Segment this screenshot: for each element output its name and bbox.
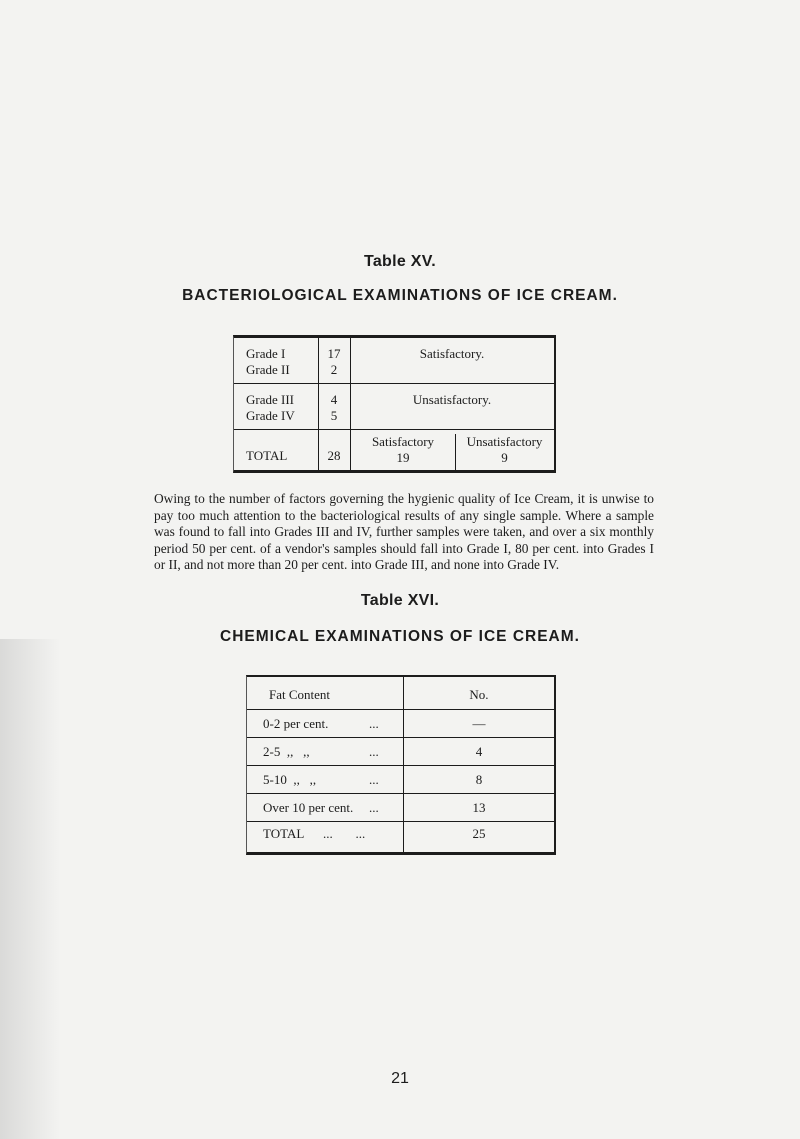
explanatory-paragraph: Owing to the number of factors governing the hygienic quality of Ice Cream, it is unwise to pay too much attention to the bacteriological results of any single sample. Where a sample was found to fall into Grades III and IV, further samples were taken, and over a six monthly period 50 per cent. of a vendor's samples should fall into Grade I, 80 per cent. into Grades I or II, and not more than 20 per cent. into Grade III, and none into Grade IV. xyxy=(154,491,654,572)
table-row xyxy=(247,766,554,794)
total-row xyxy=(247,822,554,853)
chemical-table xyxy=(246,675,556,855)
total-count: 28 xyxy=(327,448,341,463)
table-header-row xyxy=(247,677,554,710)
satisfactory-value: 19 xyxy=(396,450,410,465)
table-row xyxy=(247,710,554,738)
column-divider xyxy=(350,430,351,470)
table-16-title: Table XVI. xyxy=(360,592,440,609)
table-row xyxy=(234,384,554,430)
leader-dots: ... ... xyxy=(323,826,366,841)
leader-dots: ... xyxy=(369,772,379,787)
table-15-title: Table XV. xyxy=(363,253,437,270)
sample-count: 8 xyxy=(475,772,483,787)
column-divider xyxy=(455,434,456,471)
fat-range: 5-10 ,, ,, xyxy=(263,772,317,787)
bacteriological-table xyxy=(233,335,556,473)
table-row xyxy=(234,338,554,384)
grade-count: 2 xyxy=(330,362,338,377)
total-label: TOTAL xyxy=(246,448,288,463)
grade-count: 17 xyxy=(327,346,341,361)
page-edge-shadow xyxy=(0,639,60,1139)
leader-dots: ... xyxy=(369,716,379,731)
leader-dots: ... xyxy=(369,800,379,815)
table-row xyxy=(247,738,554,766)
page-number: 21 xyxy=(391,1070,409,1087)
unsatisfactory-label: Unsatisfactory xyxy=(466,434,543,449)
grade-result: Satisfactory. xyxy=(419,346,485,361)
leader-dots: ... xyxy=(369,744,379,759)
sample-count: 13 xyxy=(472,800,486,815)
unsatisfactory-value: 9 xyxy=(501,450,508,465)
column-divider xyxy=(350,338,351,429)
sample-count: 4 xyxy=(475,744,483,759)
number-header: No. xyxy=(469,687,489,702)
fat-range: 0-2 per cent. xyxy=(263,716,329,731)
grade-label: Grade III xyxy=(246,392,294,407)
fat-range: 2-5 ,, ,, xyxy=(263,744,310,759)
total-row xyxy=(234,430,554,471)
table-15-heading: BACTERIOLOGICAL EXAMINATIONS OF ICE CREAM. xyxy=(182,287,618,304)
satisfactory-label: Satisfactory xyxy=(371,434,435,449)
grade-count: 4 xyxy=(330,392,338,407)
total-label: TOTAL xyxy=(263,826,305,841)
grade-count: 5 xyxy=(330,408,338,423)
total-count: 25 xyxy=(472,826,486,841)
table-row xyxy=(247,794,554,822)
grade-label: Grade IV xyxy=(246,408,295,423)
grade-label: Grade I xyxy=(246,346,286,361)
grade-label: Grade II xyxy=(246,362,290,377)
grade-result: Unsatisfactory. xyxy=(412,392,492,407)
column-divider xyxy=(318,338,319,470)
column-divider xyxy=(403,677,404,852)
sample-count: — xyxy=(472,716,486,731)
fat-range: Over 10 per cent. xyxy=(263,800,354,815)
fat-content-header: Fat Content xyxy=(269,687,331,702)
table-16-heading: CHEMICAL EXAMINATIONS OF ICE CREAM. xyxy=(220,628,580,645)
